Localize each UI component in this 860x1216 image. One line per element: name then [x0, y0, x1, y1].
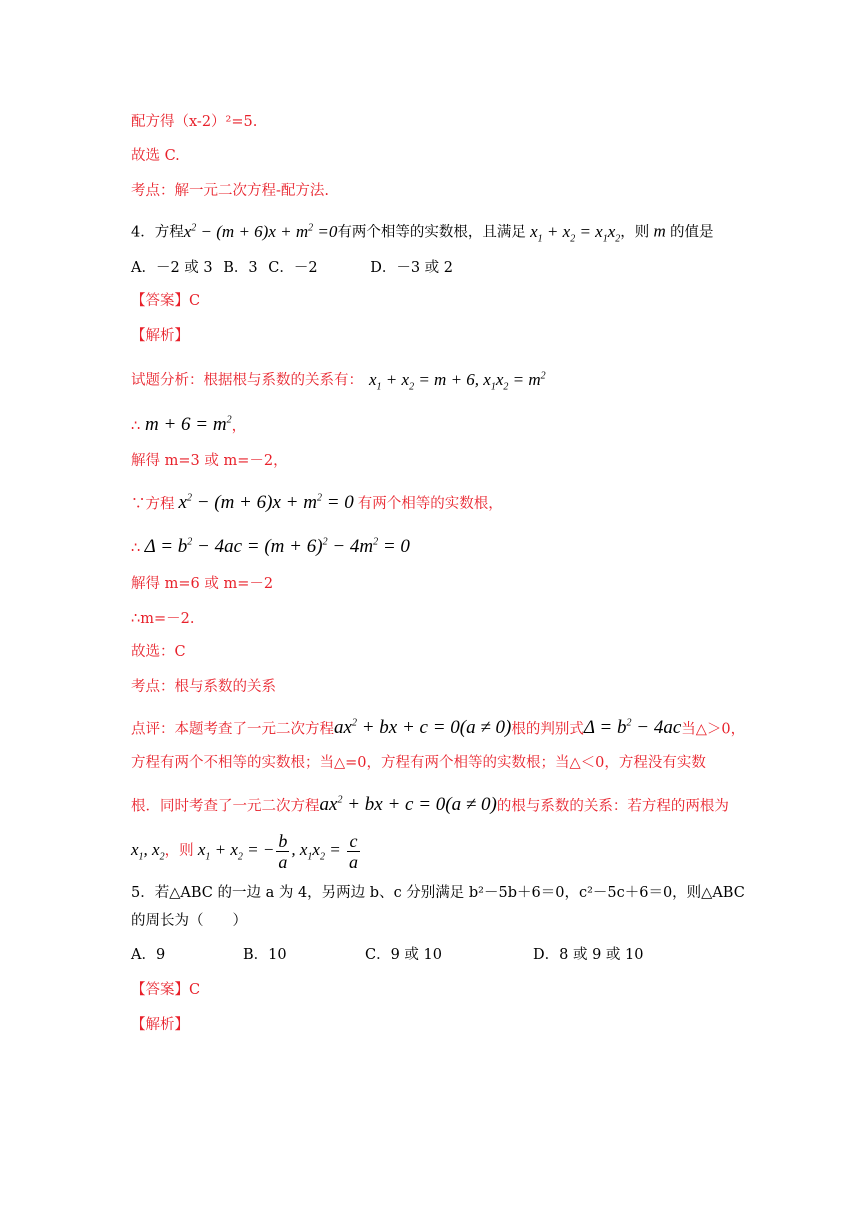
q4-mid: 有两个相等的实数根，且满足 — [337, 224, 526, 241]
comment-4a: ，则 — [164, 843, 194, 859]
q4-options — [131, 258, 453, 278]
analysis-label-5: 【解析】 — [131, 1017, 189, 1033]
comment-3a: 根．同时考查了一元二次方程 — [131, 798, 320, 815]
because-suffix: 有两个相等的实数根， — [357, 496, 503, 513]
q5-option-c: C．9 或 10 — [365, 947, 442, 963]
vieta-product: , $x_1x_2$ = — [291, 840, 345, 863]
comment-3b: 的根与系数的关系：若方程的两根为 — [496, 798, 729, 815]
text-choose-c: 故选 C. — [131, 148, 180, 164]
solve-line-1: 解得 m=3 或 m=－2， — [131, 453, 288, 469]
fraction-c-over-a: $\frac{c}{a}$ — [348, 830, 358, 872]
text-completing-square: 配方得（x-2）²=5. — [131, 114, 258, 130]
discriminant-math: $\Delta = b^2 - 4ac = (m + 6)^2 - 4m^2 = 0$ — [140, 536, 410, 558]
q4-suffix: ，则 — [620, 224, 650, 241]
therefore-symbol-1: ∴ — [131, 418, 141, 435]
comment-line-2: 方程有两个不相等的实数根；当△=0，方程有两个相等的实数根；当△＜0，方程没有实数 — [131, 755, 706, 771]
comment-1c: 当△＞0， — [681, 721, 746, 738]
answer-label-5: 【答案】C — [131, 982, 201, 998]
comment-line-3 — [131, 791, 729, 816]
text-kaodian-1: 考点：解一元二次方程-配方法. — [131, 183, 330, 199]
comment-3-eq: $ax^2$ + bx + c = 0(a ≠ 0) — [319, 794, 497, 816]
therefore-1-math: $m + 6 = m^2$ — [140, 414, 232, 436]
q5-options — [131, 945, 643, 965]
q4-end: 的值是 — [670, 224, 714, 241]
q4-var-m: m — [649, 221, 671, 241]
analysis-1-math: $x_1 + x_2 = m + 6$, $x_1x_2 = m^2$ — [369, 369, 546, 393]
choose-line: 故选：C — [131, 644, 186, 660]
q4-option-c: C．－2 — [268, 260, 318, 276]
fraction-b-over-a: $\frac{b}{a}$ — [278, 830, 288, 872]
q5-option-a: A．9 — [131, 947, 166, 963]
therefore-symbol-2: ∴ — [131, 540, 141, 557]
solve-line-2: 解得 m=6 或 m=－2 — [131, 576, 274, 592]
comment-1b: 根的判别式 — [511, 721, 584, 738]
because-prefix: ∵方程 — [131, 496, 175, 513]
vieta-sum: $x_1 + x_2$ = − — [193, 840, 275, 863]
kaodian-line-2: 考点：根与系数的关系 — [131, 679, 276, 695]
q4-equation: $x^2 - (m + 6)x + m^2 =0$ — [183, 221, 338, 241]
analysis-label-4: 【解析】 — [131, 328, 189, 344]
because-line — [131, 489, 503, 514]
comment-1-eq: $ax^2$ + bx + c = 0(a ≠ 0) — [334, 717, 512, 739]
comment-line-4 — [131, 828, 362, 879]
q4-option-d: D．－3 或 2 — [370, 260, 453, 276]
analysis-line-1 — [131, 366, 546, 397]
question-4 — [131, 218, 714, 249]
therefore-line-2 — [131, 533, 410, 558]
q4-option-a: A．－2 或 3 — [131, 260, 213, 276]
q5-option-b: B．10 — [243, 947, 287, 963]
q4-prefix: 4．方程 — [131, 224, 184, 241]
comment-1a: 点评：本题考查了一元二次方程 — [131, 721, 334, 738]
question-5-line-1: 5．若△ABC 的一边 a 为 4，另两边 b、c 分别满足 b²－5b＋6＝0，c²－5c＋6＝0，则△ABC — [131, 885, 745, 901]
therefore-line-1: ∴ $m + 6 = m^2$， — [131, 414, 247, 436]
roots-math: $x_1$, $x_2$ — [131, 840, 165, 863]
analysis-1-text: 试题分析：根据根与系数的关系有： — [131, 372, 363, 389]
therefore-line-3: ∴m=－2. — [131, 611, 195, 627]
q4-option-b: B．3 — [223, 260, 258, 276]
comment-line-1 — [131, 714, 745, 739]
comment-1-delta: $\Delta = b^2 - 4ac$ — [583, 717, 682, 739]
question-5-line-2: 的周长为（ ） — [131, 913, 247, 929]
q5-option-d: D．8 或 9 或 10 — [533, 947, 644, 963]
q4-condition: $x_1 + x_2 = x_1x_2$ — [525, 221, 621, 245]
answer-label-4: 【答案】C — [131, 293, 201, 309]
because-math: $x^2 - (m + 6)x + m^2 = 0$ — [178, 492, 354, 514]
